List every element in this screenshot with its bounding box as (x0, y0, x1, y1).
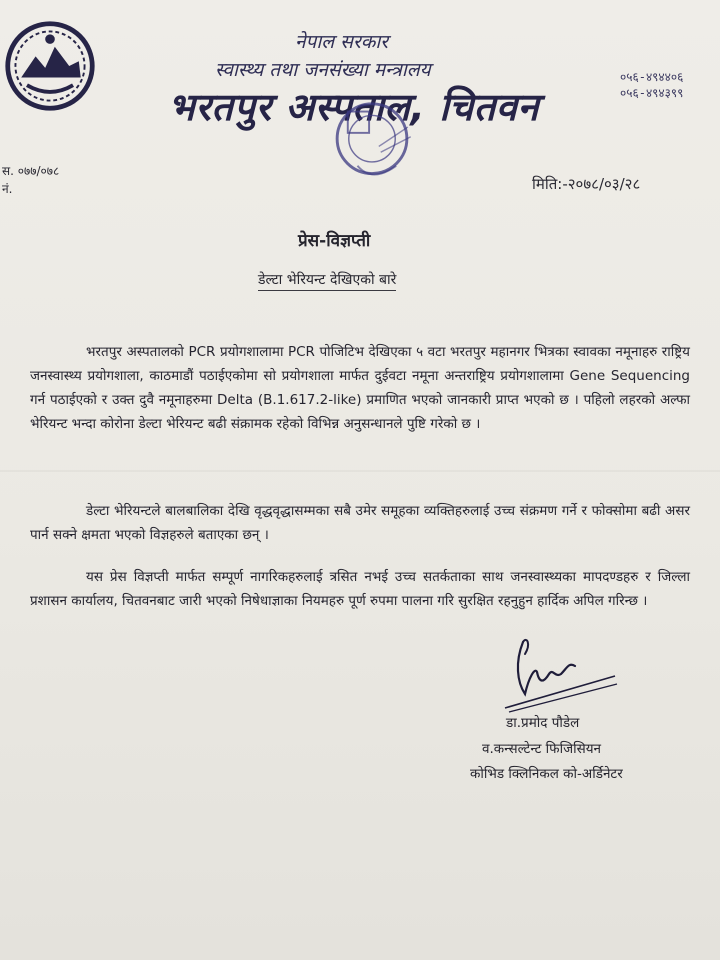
signatory-role: कोभिड क्लिनिकल को-अर्डिनेटर (470, 766, 623, 782)
handwritten-signature-icon (495, 622, 620, 717)
subject-line: डेल्टा भेरियन्ट देखिएको बारे (258, 270, 396, 291)
paper-fold (0, 470, 720, 472)
body-paragraph (30, 340, 690, 436)
letter-date: मिति:-२०७८/०३/२८ (532, 175, 641, 193)
dispatch-number: नं. (2, 182, 13, 196)
reference-number: स. ०७७/०७८ (2, 164, 60, 178)
hospital-stamp-icon (318, 98, 426, 190)
body-paragraph (30, 565, 690, 613)
phone-number: ०५६-४९४४०६ (620, 70, 684, 84)
ministry-name: स्वास्थ्य तथा जनसंख्या मन्त्रालय (215, 59, 431, 81)
signatory-name: डा.प्रमोद पौडेल (506, 715, 580, 731)
phone-number: ०५६-४९४३९९ (620, 86, 684, 100)
body-paragraph (30, 499, 690, 547)
signatory-title: व.कन्सल्टेन्ट फिजिसियन (482, 741, 602, 757)
nepal-emblem-icon (2, 18, 98, 114)
paragraph-text: डेल्टा भेरियन्टले बालबालिका देखि वृद्धवृद्धासम्मका सबै उमेर समूहका व्यक्तिहरुलाई उच्च संक्रमण गर्ने र फोक्सोमा बढी असर पार्न सक्ने क्षमता भएको विज्ञहरुले बताएका छन् । (30, 503, 690, 543)
hospital-name: भरतपुर अस्पताल, चितवन (168, 85, 539, 129)
government-name: नेपाल सरकार (295, 31, 389, 53)
document-title: प्रेस-विज्ञप्ती (298, 231, 371, 251)
paragraph-text: यस प्रेस विज्ञप्ती मार्फत सम्पूर्ण नागरिकहरुलाई त्रसित नभई उच्च सतर्कताका साथ जनस्वास्थ्यका मापदण्डहरु र जिल्ला प्रशासन कार्यालय, चितवनबाट जारी भएको निषेधाज्ञाका नियमहरु पूर्ण रुपमा पालना गरि सुरक्षित रहनुहुन हार्दिक अपिल गरिन्छ । (30, 569, 690, 609)
paragraph-text: भरतपुर अस्पतालको PCR प्रयोगशालामा PCR पोजिटिभ देखिएका ५ वटा भरतपुर महानगर भित्रका स्वावका नमूनाहरु राष्ट्रिय जनस्वास्थ्य प्रयोगशाला, काठमाडौं पठाईएकोमा सो प्रयोगशाला मार्फत दुईवटा नमूना अन्तराष्ट्रिय प्रयोगशालामा Gene Sequencing गर्न पठाईएको र उक्त दुवै नमूनाहरुमा Delta (B.1.617.2-like) प्रमाणित भएको जानकारी प्राप्त भएको छ । पहिलो लहरको अल्फा भेरियन्ट भन्दा कोरोना डेल्टा भेरियन्ट बढी संक्रामक रहेको विभिन्न अनुसन्धानले पुष्टि गरेको छ । (30, 344, 690, 432)
